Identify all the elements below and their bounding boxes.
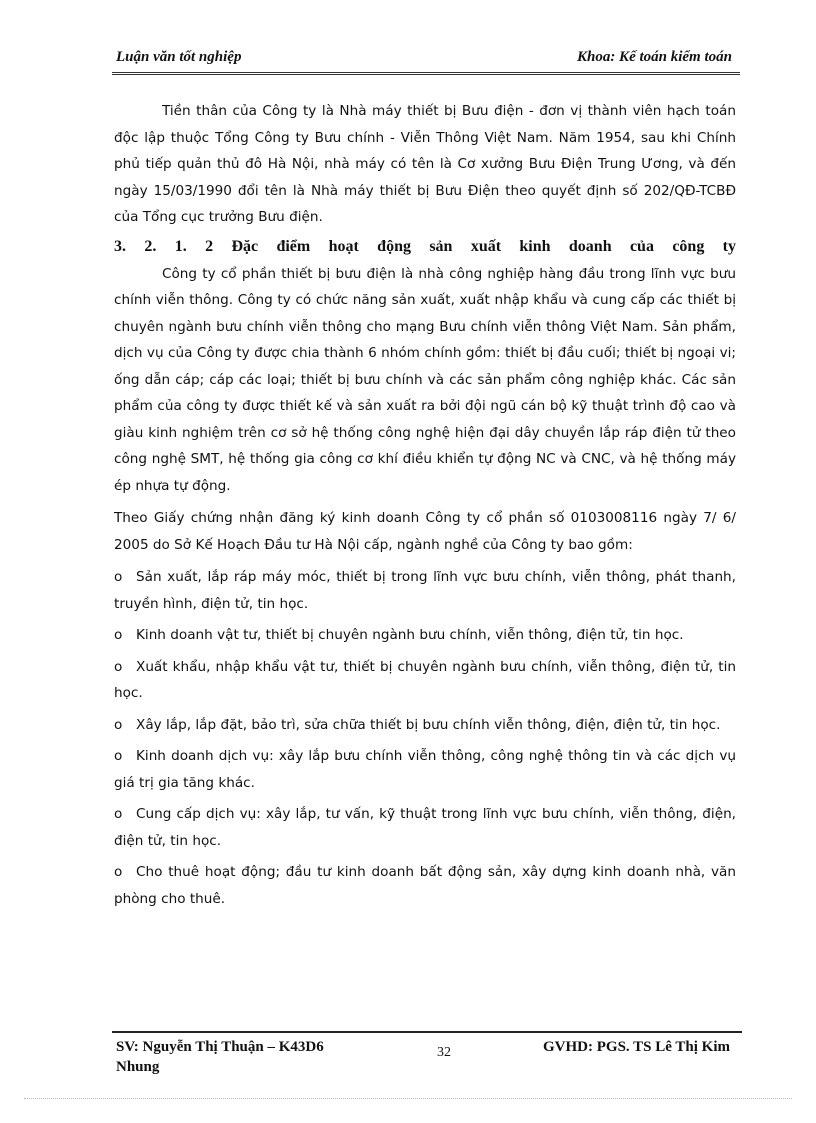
bullet-icon: o [114,806,123,822]
registration-paragraph: Theo Giấy chứng nhận đăng ký kinh doanh Công ty cổ phần số 0103008116 ngày 7/ 6/ 2005 do Sở Kế Hoạch Đầu tư Hà Nội cấp, ngành nghề của Công ty bao gồm: [114,510,736,553]
business-lines-list [114,564,736,912]
section-heading: 3. 2. 1. 2 Đặc điểm hoạt động sản xuất kinh doanh của công ty [114,237,736,255]
header-thesis-label: Luận văn tốt nghiệp [116,49,242,65]
footer-student-name-continued: Nhung [116,1059,160,1075]
list-item-text: Kinh doanh dịch vụ: xây lắp bưu chính viễn thông, công nghệ thông tin và các dịch vụ giá trị gia tăng khác. [114,748,736,791]
page-header [112,46,740,75]
bullet-icon: o [114,716,123,733]
list-item [114,564,736,617]
page-bottom-divider [24,1098,792,1099]
footer-student-name: SV: Nguyễn Thị Thuận – K43D6 [116,1039,324,1055]
bullet-icon: o [114,569,123,585]
body-paragraph: Công ty cổ phần thiết bị bưu điện là nhà công nghiệp hàng đầu trong lĩnh vực bưu chính viễn thông. Công ty có chức năng sản xuất, xuất nhập khẩu và cung cấp các thiết bị chuyên ngành bưu chính viễn thông cho mạng Bưu chính viễn thông Việt Nam. Sản phẩm, dịch vụ của Công ty được chia thành 6 nhóm chính gồm: thiết bị đầu cuối; thiết bị ngoại vi; ống dẫn cáp; cáp các loại; thiết bị bưu chính và các sản phẩm công nghiệp khác. Các sản phẩm của công ty được thiết kế và sản xuất ra bởi đội ngũ cán bộ kỹ thuật trình độ cao và giàu kinh nghiệm trên cơ sở hệ thống công nghệ hiện đại dây chuyền lắp ráp điện tử theo công nghệ SMT, hệ thống gia công cơ khí điều khiển tự động NC và CNC, và hệ thống máy ép nhựa tự động. [114,265,736,494]
list-item-text: Cung cấp dịch vụ: xây lắp, tư vấn, kỹ thuật trong lĩnh vực bưu chính, viễn thông, điện, điện tử, tin học. [114,806,736,849]
bullet-icon: o [114,748,123,764]
bullet-icon: o [114,627,123,643]
list-item-text: Kinh doanh vật tư, thiết bị chuyên ngành bưu chính, viễn thông, điện tử, tin học. [136,627,684,643]
list-item [114,743,736,796]
list-item [114,622,736,649]
list-item-text: Sản xuất, lắp ráp máy móc, thiết bị trong lĩnh vực bưu chính, viễn thông, phát thanh, truyền hình, điện tử, tin học. [114,569,736,612]
list-item [114,712,736,739]
page-body [114,98,736,917]
page-number: 32 [437,1045,451,1060]
list-item [114,859,736,912]
header-faculty-label: Khoa: Kế toán kiểm toán [576,49,732,65]
list-item [114,654,736,707]
page-footer [112,1031,742,1083]
list-item-text: Cho thuê hoạt động; đầu tư kinh doanh bất động sản, xây dựng kinh doanh nhà, văn phòng cho thuê. [114,864,736,907]
list-item [114,801,736,854]
bullet-icon: o [114,658,123,675]
footer-advisor: GVHD: PGS. TS Lê Thị Kim [543,1039,730,1055]
bullet-icon: o [114,864,123,880]
intro-paragraph: Tiền thân của Công ty là Nhà máy thiết bị Bưu điện - đơn vị thành viên hạch toán độc lập thuộc Tổng Công ty Bưu chính - Viễn Thông Việt Nam. Năm 1954, sau khi Chính phủ tiếp quản thủ đô Hà Nội, nhà máy có tên là Cơ xưởng Bưu Điện Trung Ương, và đến ngày 15/03/1990 đổi tên là Nhà máy thiết bị Bưu Điện theo quyết định số 202/QĐ-TCBĐ của Tổng cục trưởng Bưu điện. [114,103,736,225]
list-item-text: Xây lắp, lắp đặt, bảo trì, sửa chữa thiết bị bưu chính viễn thông, điện, điện tử, tin học. [136,716,721,733]
list-item-text: Xuất khẩu, nhập khẩu vật tư, thiết bị chuyên ngành bưu chính, viễn thông, điện tử, tin học. [114,658,736,701]
